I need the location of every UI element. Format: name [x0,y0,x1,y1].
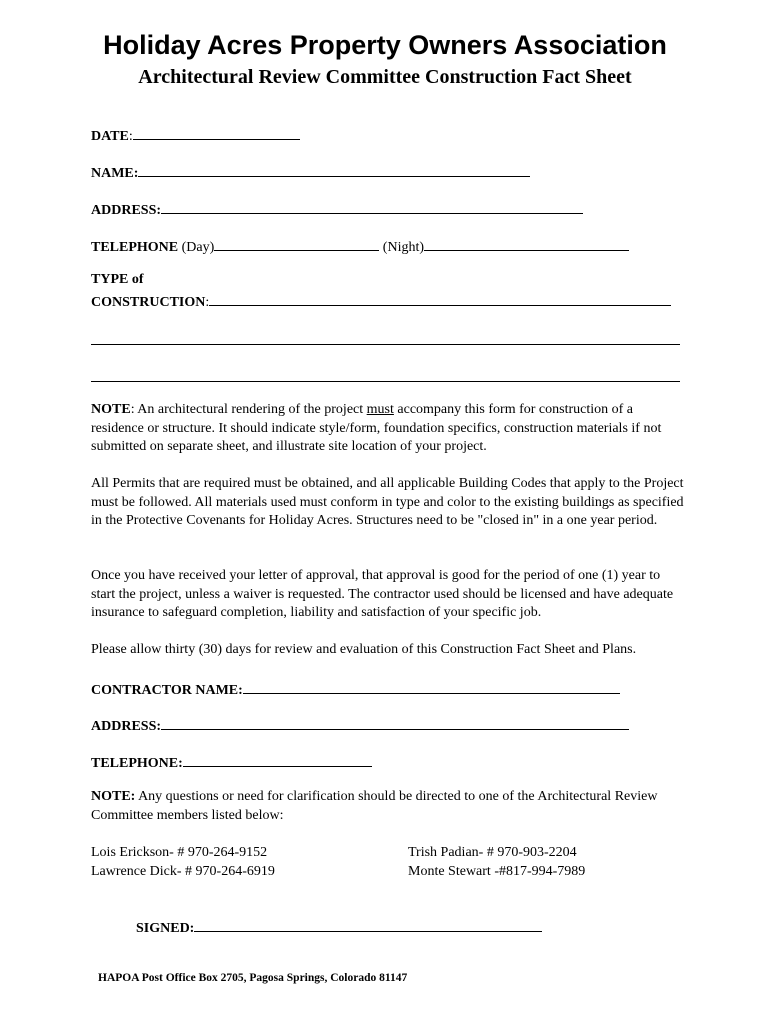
name-row [91,162,530,182]
type-label-line1: TYPE of [91,272,144,287]
document-subtitle: Architectural Review Committee Construction Fact Sheet [138,66,632,88]
type-extra-line-1[interactable] [91,344,680,345]
note-label: NOTE [91,402,131,417]
day-phone-field[interactable] [214,236,379,251]
note-rendering-paragraph [91,401,686,457]
day-label: (Day) [181,240,215,255]
members-right-column [408,843,585,881]
night-phone-field[interactable] [424,236,629,251]
address-label: ADDRESS: [91,203,162,218]
signed-row [136,917,542,937]
date-label: DATE [91,129,129,144]
contractor-name-row [91,679,620,699]
night-label: (Night) [382,240,425,255]
note2-label: NOTE: [91,789,136,804]
permits-paragraph: All Permits that are required must be obtained, and all applicable Building Codes that apply to the Project must be followed. All materials used must conform in type and color to the existing buildings as specified in the Protective Covenants for Holiday Acres. Structures need to be "closed in" in a one year period. [91,476,684,528]
name-field[interactable] [138,162,530,177]
note-must: must [366,402,394,417]
member-monte-stewart: Monte Stewart -#817-994-7989 [408,864,586,879]
date-field[interactable] [133,125,300,140]
member-trish-padian: Trish Padian- # 970-903-2204 [408,845,577,860]
address-field[interactable] [161,199,583,214]
contractor-name-label: CONTRACTOR NAME: [91,683,243,698]
type-colon: : [205,295,210,310]
contractor-address-row [91,715,629,735]
telephone-row [91,236,629,256]
contractor-address-field[interactable] [161,715,629,730]
approval-paragraph: Once you have received your letter of approval, that approval is good for the period of one (1) year to start the project, unless a waiver is requested. The contractor used should be licensed and have adequate insurance to safeguard completion, liability and satisfaction of your specific job. [91,568,674,620]
contractor-telephone-field[interactable] [183,752,372,767]
type-label-line2: CONSTRUCTION [91,295,206,310]
telephone-label: TELEPHONE [91,240,179,255]
address-row [91,199,583,219]
members-left-column [91,843,275,881]
name-label: NAME: [91,166,139,181]
note2-text: Any questions or need for clarification should be directed to one of the Architectural Review Committee members listed below: [91,789,658,823]
footer-address: HAPOA Post Office Box 2705, Pagosa Springs, Colorado 81147 [98,972,408,984]
contractor-telephone-label: TELEPHONE: [91,756,183,771]
document-title: Holiday Acres Property Owners Association [103,30,667,60]
contractor-name-field[interactable] [243,679,620,694]
type-extra-line-2[interactable] [91,381,680,382]
date-row [91,125,300,145]
date-colon: : [128,129,133,144]
type-row [91,291,671,311]
signature-field[interactable] [194,917,542,932]
note-text-a: : An architectural rendering of the project [130,402,367,417]
note-text-b: accompany this form for construction of a residence or structure. It should indicate style/form, foundation specifics, construction materials if not submitted on separate sheet, and illustrate site location of your project. [91,402,662,454]
review-paragraph: Please allow thirty (30) days for review and evaluation of this Construction Fact Sheet and Plans. [91,642,637,657]
member-lois-erickson: Lois Erickson- # 970-264-9152 [91,845,268,860]
contractor-telephone-row [91,752,372,772]
contractor-address-label: ADDRESS: [91,719,162,734]
type-field[interactable] [209,291,671,306]
member-lawrence-dick: Lawrence Dick- # 970-264-6919 [91,864,275,879]
signed-label: SIGNED: [136,921,195,936]
note-questions-paragraph [91,788,681,825]
